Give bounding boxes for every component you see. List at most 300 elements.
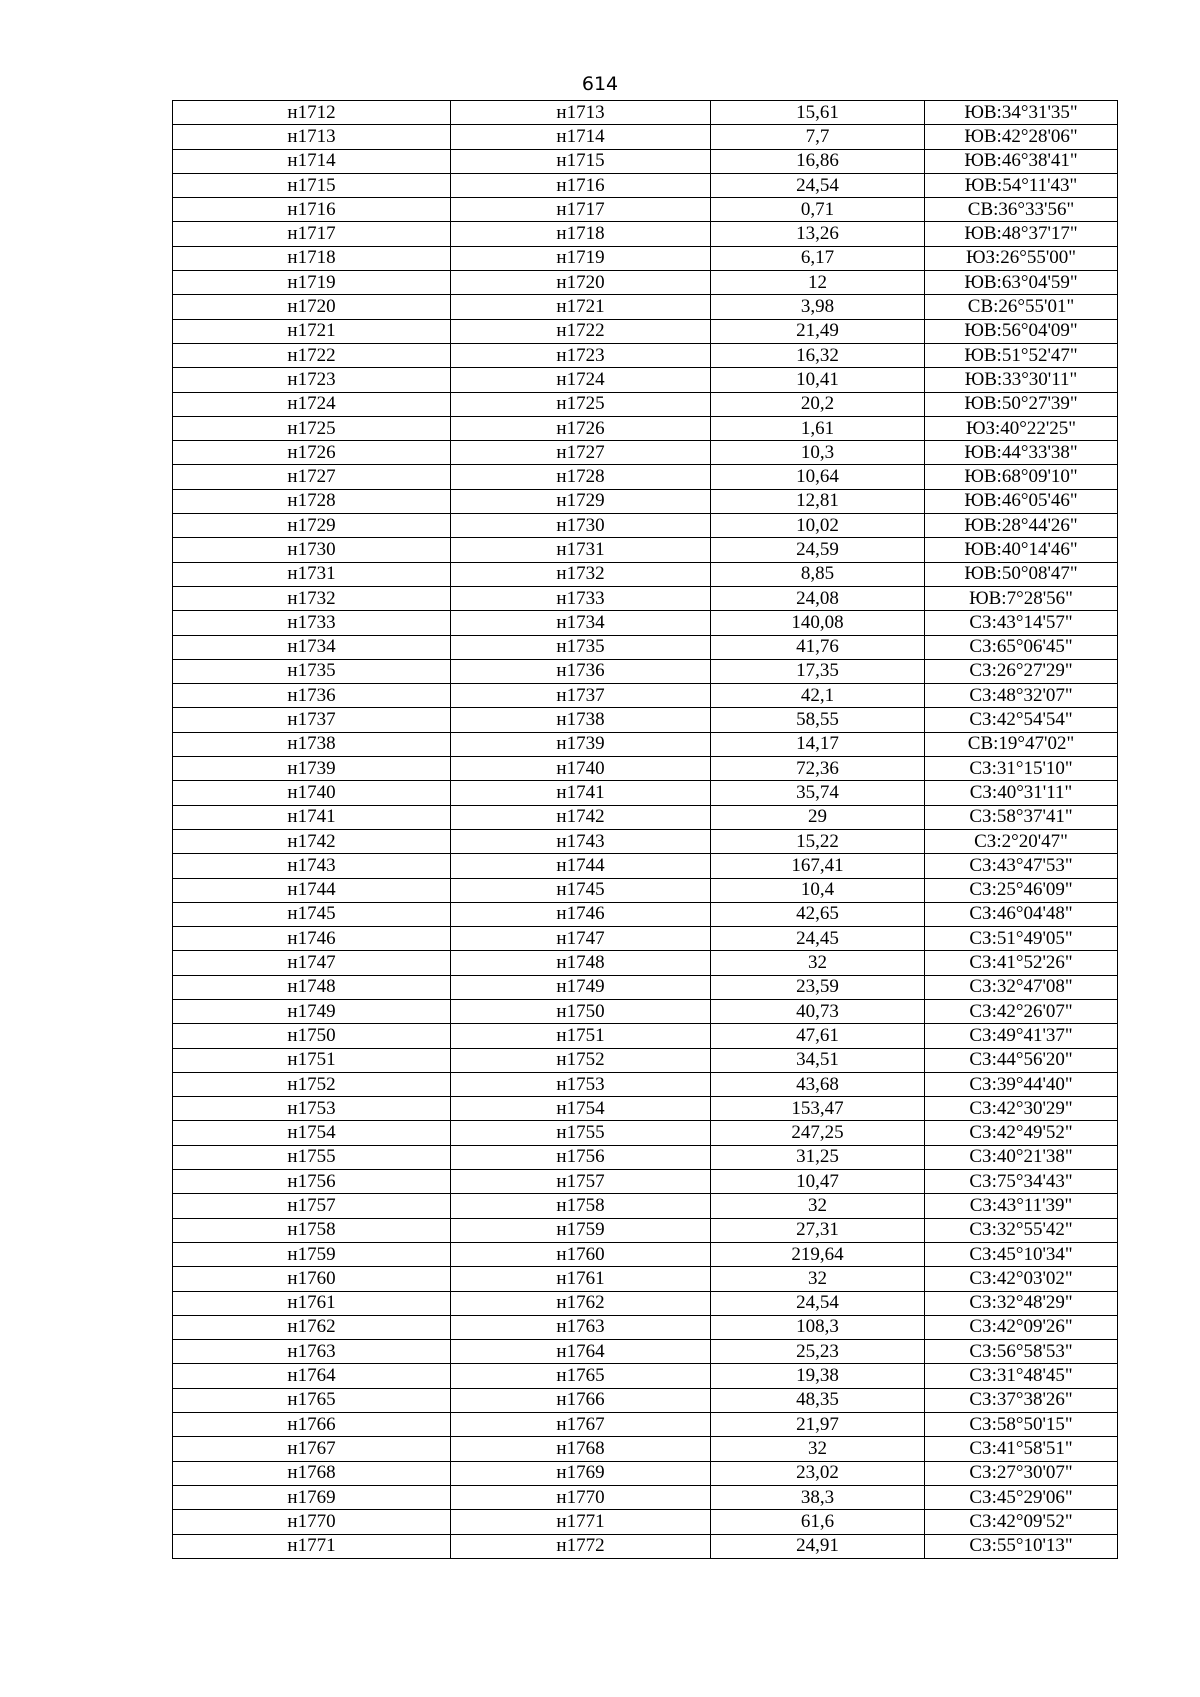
table-row — [173, 125, 1118, 149]
from-point-cell: н1721 — [173, 319, 451, 343]
to-point-cell: н1770 — [451, 1485, 711, 1509]
table-row — [173, 1461, 1118, 1485]
distance-cell: 24,91 — [711, 1534, 925, 1558]
from-point-cell: н1724 — [173, 392, 451, 416]
from-point-cell: н1767 — [173, 1437, 451, 1461]
table-row — [173, 1340, 1118, 1364]
from-point-cell: н1735 — [173, 659, 451, 683]
bearing-cell: СЗ:75°34'43" — [925, 1170, 1118, 1194]
distance-cell: 140,08 — [711, 611, 925, 635]
distance-cell: 41,76 — [711, 635, 925, 659]
table-row — [173, 1485, 1118, 1509]
from-point-cell: н1715 — [173, 173, 451, 197]
to-point-cell: н1728 — [451, 465, 711, 489]
table-row — [173, 1364, 1118, 1388]
table-row — [173, 951, 1118, 975]
to-point-cell: н1751 — [451, 1024, 711, 1048]
to-point-cell: н1722 — [451, 319, 711, 343]
distance-cell: 1,61 — [711, 416, 925, 440]
table-row — [173, 805, 1118, 829]
from-point-cell: н1759 — [173, 1242, 451, 1266]
to-point-cell: н1716 — [451, 173, 711, 197]
from-point-cell: н1761 — [173, 1291, 451, 1315]
from-point-cell: н1732 — [173, 586, 451, 610]
distance-cell: 32 — [711, 951, 925, 975]
to-point-cell: н1761 — [451, 1267, 711, 1291]
to-point-cell: н1743 — [451, 829, 711, 853]
from-point-cell: н1762 — [173, 1315, 451, 1339]
table-row — [173, 465, 1118, 489]
distance-cell: 6,17 — [711, 246, 925, 270]
distance-cell: 19,38 — [711, 1364, 925, 1388]
from-point-cell: н1716 — [173, 198, 451, 222]
to-point-cell: н1752 — [451, 1048, 711, 1072]
table-row — [173, 999, 1118, 1023]
to-point-cell: н1748 — [451, 951, 711, 975]
bearing-cell: СЗ:43°47'53" — [925, 854, 1118, 878]
table-row — [173, 1170, 1118, 1194]
from-point-cell: н1737 — [173, 708, 451, 732]
to-point-cell: н1723 — [451, 343, 711, 367]
bearing-cell: ЮВ:46°38'41" — [925, 149, 1118, 173]
table-row — [173, 149, 1118, 173]
bearing-cell: СЗ:42°30'29" — [925, 1097, 1118, 1121]
distance-cell: 10,47 — [711, 1170, 925, 1194]
distance-cell: 40,73 — [711, 999, 925, 1023]
distance-cell: 13,26 — [711, 222, 925, 246]
to-point-cell: н1733 — [451, 586, 711, 610]
table-row — [173, 1145, 1118, 1169]
bearing-cell: ЮВ:54°11'43" — [925, 173, 1118, 197]
from-point-cell: н1756 — [173, 1170, 451, 1194]
bearing-cell: СЗ:31°15'10" — [925, 757, 1118, 781]
bearing-cell: СЗ:44°56'20" — [925, 1048, 1118, 1072]
from-point-cell: н1733 — [173, 611, 451, 635]
table-row — [173, 173, 1118, 197]
table-row — [173, 1388, 1118, 1412]
bearing-cell: СЗ:40°21'38" — [925, 1145, 1118, 1169]
table-row — [173, 829, 1118, 853]
bearing-cell: СЗ:41°58'51" — [925, 1437, 1118, 1461]
to-point-cell: н1724 — [451, 368, 711, 392]
to-point-cell: н1762 — [451, 1291, 711, 1315]
from-point-cell: н1740 — [173, 781, 451, 805]
table-row — [173, 489, 1118, 513]
distance-cell: 42,65 — [711, 902, 925, 926]
table-row — [173, 1072, 1118, 1096]
table-row — [173, 1510, 1118, 1534]
to-point-cell: н1735 — [451, 635, 711, 659]
distance-cell: 23,59 — [711, 975, 925, 999]
table-row — [173, 781, 1118, 805]
from-point-cell: н1751 — [173, 1048, 451, 1072]
from-point-cell: н1738 — [173, 732, 451, 756]
to-point-cell: н1746 — [451, 902, 711, 926]
from-point-cell: н1712 — [173, 101, 451, 125]
from-point-cell: н1718 — [173, 246, 451, 270]
bearing-cell: СЗ:42°09'26" — [925, 1315, 1118, 1339]
bearing-cell: СЗ:42°09'52" — [925, 1510, 1118, 1534]
to-point-cell: н1744 — [451, 854, 711, 878]
distance-cell: 12 — [711, 271, 925, 295]
table-row — [173, 757, 1118, 781]
to-point-cell: н1729 — [451, 489, 711, 513]
bearing-cell: ЮВ:51°52'47" — [925, 343, 1118, 367]
distance-cell: 43,68 — [711, 1072, 925, 1096]
bearing-cell: СЗ:2°20'47" — [925, 829, 1118, 853]
from-point-cell: н1764 — [173, 1364, 451, 1388]
from-point-cell: н1765 — [173, 1388, 451, 1412]
to-point-cell: н1738 — [451, 708, 711, 732]
bearing-cell: СВ:36°33'56" — [925, 198, 1118, 222]
bearing-cell: ЮВ:50°08'47" — [925, 562, 1118, 586]
table-row — [173, 1315, 1118, 1339]
from-point-cell: н1768 — [173, 1461, 451, 1485]
bearing-cell: СВ:26°55'01" — [925, 295, 1118, 319]
bearing-cell: СЗ:48°32'07" — [925, 684, 1118, 708]
to-point-cell: н1750 — [451, 999, 711, 1023]
from-point-cell: н1753 — [173, 1097, 451, 1121]
bearing-cell: СЗ:45°10'34" — [925, 1242, 1118, 1266]
to-point-cell: н1742 — [451, 805, 711, 829]
from-point-cell: н1717 — [173, 222, 451, 246]
bearing-cell: СЗ:40°31'11" — [925, 781, 1118, 805]
bearing-cell: ЮВ:56°04'09" — [925, 319, 1118, 343]
from-point-cell: н1731 — [173, 562, 451, 586]
to-point-cell: н1717 — [451, 198, 711, 222]
to-point-cell: н1760 — [451, 1242, 711, 1266]
to-point-cell: н1767 — [451, 1413, 711, 1437]
from-point-cell: н1720 — [173, 295, 451, 319]
from-point-cell: н1727 — [173, 465, 451, 489]
to-point-cell: н1732 — [451, 562, 711, 586]
from-point-cell: н1743 — [173, 854, 451, 878]
from-point-cell: н1763 — [173, 1340, 451, 1364]
to-point-cell: н1772 — [451, 1534, 711, 1558]
distance-cell: 32 — [711, 1194, 925, 1218]
table-row — [173, 732, 1118, 756]
to-point-cell: н1718 — [451, 222, 711, 246]
distance-cell: 34,51 — [711, 1048, 925, 1072]
to-point-cell: н1737 — [451, 684, 711, 708]
distance-cell: 24,08 — [711, 586, 925, 610]
distance-cell: 29 — [711, 805, 925, 829]
from-point-cell: н1726 — [173, 441, 451, 465]
to-point-cell: н1740 — [451, 757, 711, 781]
bearing-cell: СЗ:42°26'07" — [925, 999, 1118, 1023]
bearing-cell: СВ:19°47'02" — [925, 732, 1118, 756]
from-point-cell: н1714 — [173, 149, 451, 173]
bearing-cell: ЮВ:33°30'11" — [925, 368, 1118, 392]
to-point-cell: н1731 — [451, 538, 711, 562]
table-row — [173, 878, 1118, 902]
bearing-cell: ЮВ:28°44'26" — [925, 514, 1118, 538]
distance-cell: 31,25 — [711, 1145, 925, 1169]
to-point-cell: н1755 — [451, 1121, 711, 1145]
bearing-cell: СЗ:46°04'48" — [925, 902, 1118, 926]
distance-cell: 10,4 — [711, 878, 925, 902]
distance-cell: 48,35 — [711, 1388, 925, 1412]
to-point-cell: н1741 — [451, 781, 711, 805]
from-point-cell: н1749 — [173, 999, 451, 1023]
distance-cell: 167,41 — [711, 854, 925, 878]
distance-cell: 58,55 — [711, 708, 925, 732]
table-row — [173, 538, 1118, 562]
distance-cell: 21,97 — [711, 1413, 925, 1437]
distance-cell: 10,41 — [711, 368, 925, 392]
table-row — [173, 586, 1118, 610]
table-row — [173, 1291, 1118, 1315]
bearing-cell: ЮВ:34°31'35" — [925, 101, 1118, 125]
to-point-cell: н1715 — [451, 149, 711, 173]
bearing-cell: СЗ:32°55'42" — [925, 1218, 1118, 1242]
bearing-cell: ЮВ:68°09'10" — [925, 465, 1118, 489]
bearing-cell: СЗ:55°10'13" — [925, 1534, 1118, 1558]
to-point-cell: н1753 — [451, 1072, 711, 1096]
to-point-cell: н1714 — [451, 125, 711, 149]
bearing-cell: ЮВ:46°05'46" — [925, 489, 1118, 513]
table-row — [173, 1413, 1118, 1437]
distance-cell: 24,54 — [711, 173, 925, 197]
table-row — [173, 902, 1118, 926]
distance-cell: 153,47 — [711, 1097, 925, 1121]
table-row — [173, 343, 1118, 367]
bearing-cell: ЮВ:40°14'46" — [925, 538, 1118, 562]
distance-cell: 3,98 — [711, 295, 925, 319]
table-body — [173, 101, 1118, 1559]
distance-cell: 247,25 — [711, 1121, 925, 1145]
table-row — [173, 708, 1118, 732]
bearing-cell: СЗ:56°58'53" — [925, 1340, 1118, 1364]
to-point-cell: н1727 — [451, 441, 711, 465]
distance-cell: 14,17 — [711, 732, 925, 756]
to-point-cell: н1739 — [451, 732, 711, 756]
bearing-cell: ЮВ:63°04'59" — [925, 271, 1118, 295]
distance-cell: 17,35 — [711, 659, 925, 683]
bearing-cell: СЗ:37°38'26" — [925, 1388, 1118, 1412]
table-row — [173, 1437, 1118, 1461]
table-row — [173, 659, 1118, 683]
bearing-cell: ЮВ:42°28'06" — [925, 125, 1118, 149]
distance-cell: 35,74 — [711, 781, 925, 805]
from-point-cell: н1739 — [173, 757, 451, 781]
distance-cell: 219,64 — [711, 1242, 925, 1266]
distance-cell: 27,31 — [711, 1218, 925, 1242]
from-point-cell: н1745 — [173, 902, 451, 926]
from-point-cell: н1725 — [173, 416, 451, 440]
distance-cell: 42,1 — [711, 684, 925, 708]
from-point-cell: н1755 — [173, 1145, 451, 1169]
from-point-cell: н1729 — [173, 514, 451, 538]
from-point-cell: н1722 — [173, 343, 451, 367]
table-row — [173, 1194, 1118, 1218]
to-point-cell: н1759 — [451, 1218, 711, 1242]
to-point-cell: н1757 — [451, 1170, 711, 1194]
boundary-segments-table — [172, 100, 1118, 1559]
from-point-cell: н1771 — [173, 1534, 451, 1558]
bearing-cell: СЗ:43°14'57" — [925, 611, 1118, 635]
table-row — [173, 198, 1118, 222]
table-row — [173, 441, 1118, 465]
distance-cell: 23,02 — [711, 1461, 925, 1485]
table-row — [173, 1024, 1118, 1048]
bearing-cell: СЗ:27°30'07" — [925, 1461, 1118, 1485]
from-point-cell: н1770 — [173, 1510, 451, 1534]
from-point-cell: н1734 — [173, 635, 451, 659]
table-row — [173, 562, 1118, 586]
bearing-cell: СЗ:32°47'08" — [925, 975, 1118, 999]
to-point-cell: н1754 — [451, 1097, 711, 1121]
from-point-cell: н1728 — [173, 489, 451, 513]
distance-cell: 16,86 — [711, 149, 925, 173]
distance-cell: 0,71 — [711, 198, 925, 222]
distance-cell: 21,49 — [711, 319, 925, 343]
from-point-cell: н1744 — [173, 878, 451, 902]
bearing-cell: СЗ:31°48'45" — [925, 1364, 1118, 1388]
table-row — [173, 101, 1118, 125]
to-point-cell: н1749 — [451, 975, 711, 999]
table-row — [173, 975, 1118, 999]
distance-cell: 16,32 — [711, 343, 925, 367]
table-row — [173, 368, 1118, 392]
distance-cell: 32 — [711, 1267, 925, 1291]
table-row — [173, 271, 1118, 295]
table-row — [173, 246, 1118, 270]
distance-cell: 38,3 — [711, 1485, 925, 1509]
distance-cell: 24,45 — [711, 927, 925, 951]
table-row — [173, 854, 1118, 878]
table-row — [173, 927, 1118, 951]
from-point-cell: н1760 — [173, 1267, 451, 1291]
table-row — [173, 222, 1118, 246]
to-point-cell: н1736 — [451, 659, 711, 683]
to-point-cell: н1766 — [451, 1388, 711, 1412]
from-point-cell: н1723 — [173, 368, 451, 392]
bearing-cell: СЗ:26°27'29" — [925, 659, 1118, 683]
from-point-cell: н1719 — [173, 271, 451, 295]
to-point-cell: н1730 — [451, 514, 711, 538]
bearing-cell: СЗ:43°11'39" — [925, 1194, 1118, 1218]
distance-cell: 24,54 — [711, 1291, 925, 1315]
bearing-cell: ЮВ:7°28'56" — [925, 586, 1118, 610]
table-row — [173, 684, 1118, 708]
to-point-cell: н1734 — [451, 611, 711, 635]
from-point-cell: н1748 — [173, 975, 451, 999]
bearing-cell: ЮВ:50°27'39" — [925, 392, 1118, 416]
distance-cell: 24,59 — [711, 538, 925, 562]
bearing-cell: СЗ:49°41'37" — [925, 1024, 1118, 1048]
bearing-cell: СЗ:42°03'02" — [925, 1267, 1118, 1291]
from-point-cell: н1747 — [173, 951, 451, 975]
from-point-cell: н1758 — [173, 1218, 451, 1242]
bearing-cell: ЮЗ:40°22'25" — [925, 416, 1118, 440]
from-point-cell: н1741 — [173, 805, 451, 829]
table-row — [173, 611, 1118, 635]
bearing-cell: СЗ:51°49'05" — [925, 927, 1118, 951]
distance-cell: 15,22 — [711, 829, 925, 853]
bearing-cell: СЗ:25°46'09" — [925, 878, 1118, 902]
distance-cell: 15,61 — [711, 101, 925, 125]
to-point-cell: н1745 — [451, 878, 711, 902]
table-row — [173, 1048, 1118, 1072]
from-point-cell: н1754 — [173, 1121, 451, 1145]
to-point-cell: н1747 — [451, 927, 711, 951]
from-point-cell: н1742 — [173, 829, 451, 853]
distance-cell: 20,2 — [711, 392, 925, 416]
from-point-cell: н1713 — [173, 125, 451, 149]
from-point-cell: н1769 — [173, 1485, 451, 1509]
distance-cell: 61,6 — [711, 1510, 925, 1534]
from-point-cell: н1746 — [173, 927, 451, 951]
to-point-cell: н1756 — [451, 1145, 711, 1169]
bearing-cell: СЗ:39°44'40" — [925, 1072, 1118, 1096]
to-point-cell: н1771 — [451, 1510, 711, 1534]
distance-cell: 8,85 — [711, 562, 925, 586]
bearing-cell: СЗ:45°29'06" — [925, 1485, 1118, 1509]
table-row — [173, 295, 1118, 319]
bearing-cell: СЗ:58°37'41" — [925, 805, 1118, 829]
from-point-cell: н1750 — [173, 1024, 451, 1048]
from-point-cell: н1736 — [173, 684, 451, 708]
table-row — [173, 319, 1118, 343]
distance-cell: 10,64 — [711, 465, 925, 489]
distance-cell: 12,81 — [711, 489, 925, 513]
from-point-cell: н1730 — [173, 538, 451, 562]
bearing-cell: ЮВ:48°37'17" — [925, 222, 1118, 246]
table-row — [173, 1242, 1118, 1266]
table-row — [173, 416, 1118, 440]
distance-cell: 108,3 — [711, 1315, 925, 1339]
to-point-cell: н1768 — [451, 1437, 711, 1461]
bearing-cell: СЗ:42°49'52" — [925, 1121, 1118, 1145]
table-row — [173, 1097, 1118, 1121]
from-point-cell: н1757 — [173, 1194, 451, 1218]
bearing-cell: ЮВ:44°33'38" — [925, 441, 1118, 465]
table-row — [173, 514, 1118, 538]
to-point-cell: н1763 — [451, 1315, 711, 1339]
distance-cell: 25,23 — [711, 1340, 925, 1364]
bearing-cell: СЗ:41°52'26" — [925, 951, 1118, 975]
to-point-cell: н1719 — [451, 246, 711, 270]
table-row — [173, 1121, 1118, 1145]
to-point-cell: н1765 — [451, 1364, 711, 1388]
to-point-cell: н1713 — [451, 101, 711, 125]
to-point-cell: н1720 — [451, 271, 711, 295]
bearing-cell: СЗ:42°54'54" — [925, 708, 1118, 732]
to-point-cell: н1721 — [451, 295, 711, 319]
to-point-cell: н1764 — [451, 1340, 711, 1364]
bearing-cell: СЗ:32°48'29" — [925, 1291, 1118, 1315]
to-point-cell: н1725 — [451, 392, 711, 416]
to-point-cell: н1758 — [451, 1194, 711, 1218]
distance-cell: 10,3 — [711, 441, 925, 465]
from-point-cell: н1752 — [173, 1072, 451, 1096]
table-row — [173, 392, 1118, 416]
distance-cell: 7,7 — [711, 125, 925, 149]
distance-cell: 32 — [711, 1437, 925, 1461]
distance-cell: 47,61 — [711, 1024, 925, 1048]
bearing-cell: СЗ:65°06'45" — [925, 635, 1118, 659]
distance-cell: 10,02 — [711, 514, 925, 538]
table-row — [173, 1534, 1118, 1558]
to-point-cell: н1726 — [451, 416, 711, 440]
to-point-cell: н1769 — [451, 1461, 711, 1485]
table-row — [173, 635, 1118, 659]
from-point-cell: н1766 — [173, 1413, 451, 1437]
distance-cell: 72,36 — [711, 757, 925, 781]
bearing-cell: ЮЗ:26°55'00" — [925, 246, 1118, 270]
table-row — [173, 1218, 1118, 1242]
